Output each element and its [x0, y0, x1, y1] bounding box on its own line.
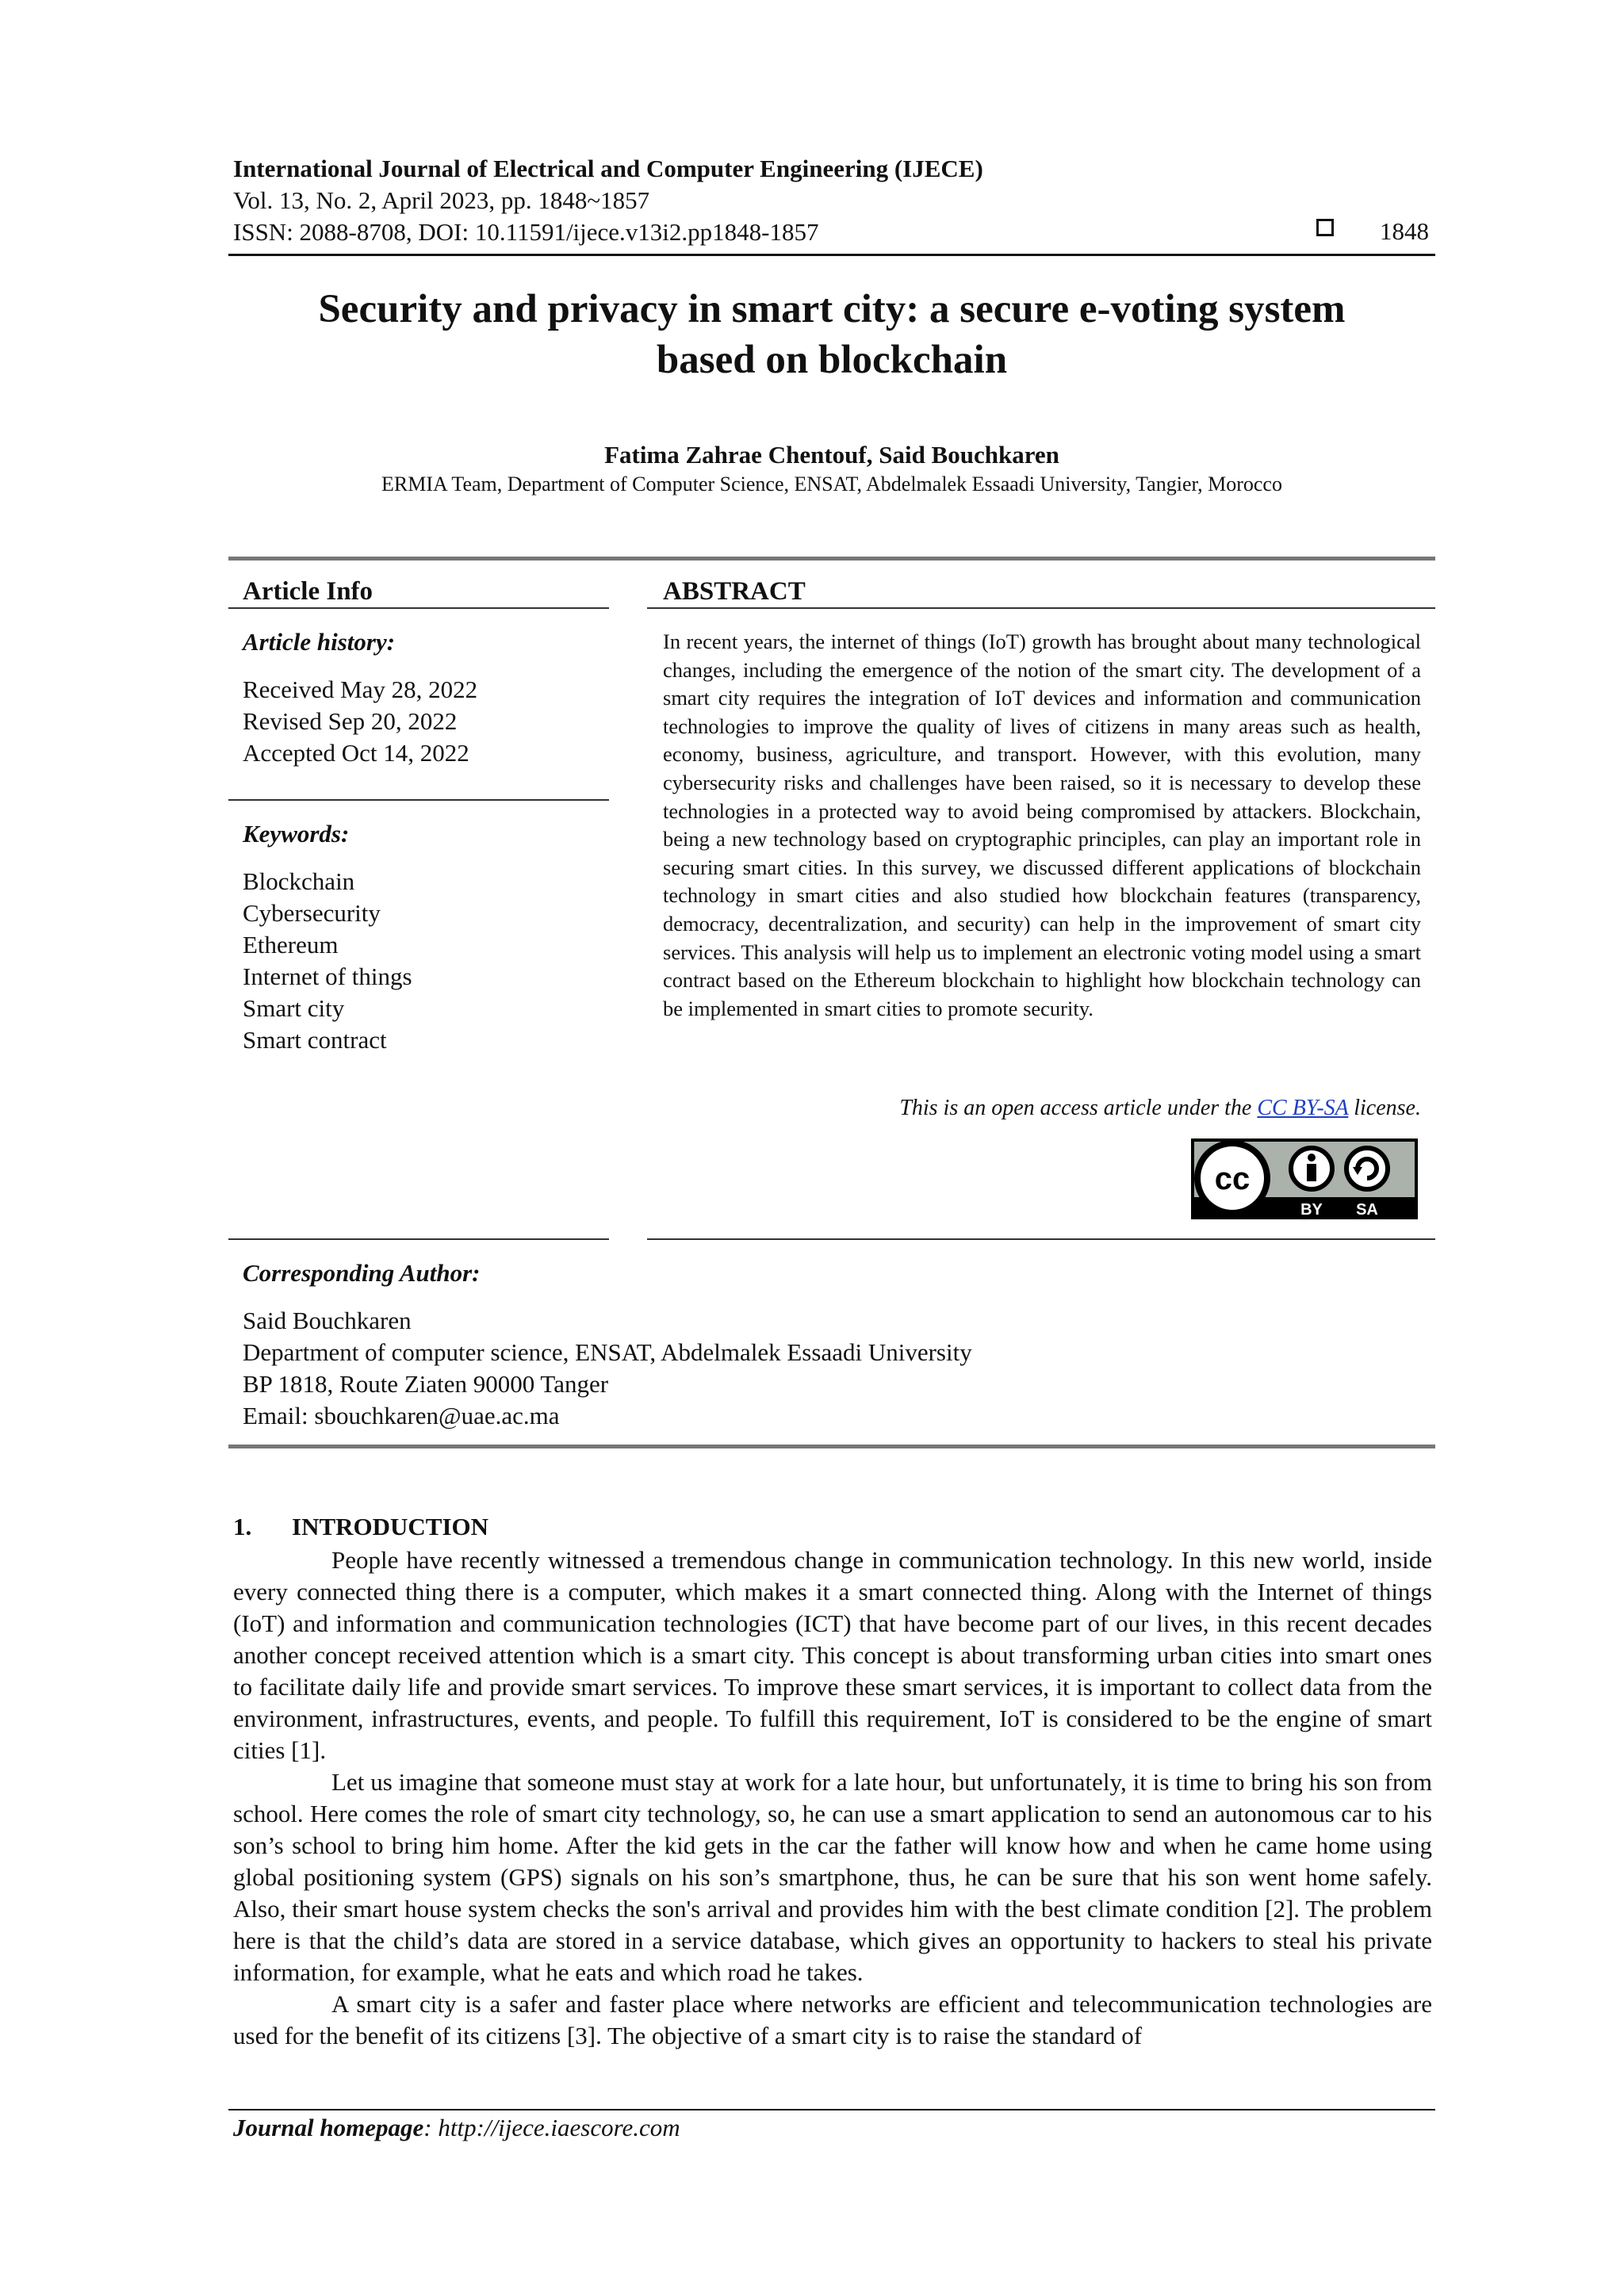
- paragraph: A smart city is a safer and faster place where networks are efficient and telecommunication technologies are used for the benefit of its citizens [3]. The objective of a smart city is to raise the standard of: [233, 1990, 1432, 2049]
- history-accepted: Accepted Oct 14, 2022: [243, 739, 469, 767]
- homepage-url[interactable]: : http://ijece.iaescore.com: [423, 2114, 680, 2141]
- keyword-item: Internet of things: [243, 962, 412, 990]
- license-suffix: license.: [1348, 1096, 1421, 1120]
- section-number: 1.: [233, 1513, 252, 1540]
- journal-homepage: [233, 2114, 680, 2142]
- info-box-top-rule: [228, 557, 1435, 561]
- license-line: [663, 1096, 1421, 1121]
- title-line-2: based on blockchain: [656, 338, 1008, 382]
- abstract-text: In recent years, the internet of things (IoT) growth has brought about many technological changes, including the emergence of the notion of the smart city. The development of a smart city requires the integration of IoT devices and information and communication technologies to improve the quality of lives of citizens in many areas such as health, economy, business, agriculture, and transport. However, with this evolution, many cybersecurity risks and challenges have been raised, so it is necessary to develop these technologies in a protected way to avoid being compromised by attackers. Blockchain, being a new technology based on cryptographic principles, can play an important role in securing smart cities. In this survey, we discussed different applications of blockchain technology in smart cities and also studied how blockchain features (transparency, democracy, decentralization, and security) can help in the improvement of smart city services. This analysis will help us to implement an electronic voting model using a smart contract based on the Ethereum blockchain to highlight how blockchain technology can be implemented in smart cities to promote security.: [663, 629, 1421, 1020]
- keyword-item: Smart city: [243, 994, 345, 1022]
- keyword-item: Blockchain: [243, 867, 355, 895]
- introduction-body: [233, 1544, 1432, 2052]
- corresponding-name: Said Bouchkaren: [243, 1307, 412, 1334]
- header-rule: [228, 254, 1435, 256]
- corresponding-rule-left: [228, 1238, 609, 1240]
- journal-issn: ISSN: 2088-8708, DOI: 10.11591/ijece.v13i2.pp1848-1857: [233, 218, 819, 246]
- license-prefix: This is an open access article under the: [899, 1096, 1258, 1120]
- authors: Fatima Zahrae Chentouf, Said Bouchkaren: [604, 441, 1059, 469]
- corresponding-heading: Corresponding Author:: [243, 1259, 481, 1287]
- article-info-rule: [228, 607, 609, 609]
- journal-volume: Vol. 13, No. 2, April 2023, pp. 1848~1857: [233, 186, 650, 214]
- abstract-body: [663, 628, 1421, 1023]
- badge-by: BY: [1300, 1201, 1323, 1219]
- corresponding-department: Department of computer science, ENSAT, Abdelmalek Essaadi University: [243, 1338, 972, 1366]
- abstract-rule: [647, 607, 1435, 609]
- journal-name: International Journal of Electrical and Computer Engineering (IJECE): [233, 155, 983, 182]
- title-line-1: Security and privacy in smart city: a secure e-voting system: [318, 287, 1346, 331]
- keyword-item: Smart contract: [243, 1026, 387, 1054]
- keyword-item: Ethereum: [243, 931, 339, 959]
- cc-by-sa-badge: [1191, 1138, 1418, 1219]
- corresponding-address: BP 1818, Route Ziaten 90000 Tanger: [243, 1370, 609, 1398]
- info-box-bottom-rule: [228, 1445, 1435, 1448]
- cc-by-sa-link[interactable]: CC BY-SA: [1257, 1096, 1349, 1120]
- square-icon: [1316, 219, 1334, 236]
- keywords-rule: [228, 799, 609, 801]
- section-title: INTRODUCTION: [292, 1513, 489, 1540]
- page-number: 1848: [1380, 217, 1429, 245]
- history-received: Received May 28, 2022: [243, 675, 478, 703]
- affiliation: ERMIA Team, Department of Computer Science, ENSAT, Abdelmalek Essaadi University, Tangier, Morocco: [381, 473, 1282, 496]
- badge-sa: SA: [1356, 1201, 1378, 1219]
- article-info-heading: Article Info: [243, 577, 373, 606]
- svg-text:cc: cc: [1214, 1161, 1251, 1196]
- keywords-heading: Keywords:: [243, 820, 350, 848]
- keyword-item: Cybersecurity: [243, 899, 381, 927]
- corresponding-email[interactable]: Email: sbouchkaren@uae.ac.ma: [243, 1402, 560, 1429]
- corresponding-rule-right: [647, 1238, 1435, 1240]
- section-heading: [233, 1513, 488, 1541]
- abstract-heading: ABSTRACT: [663, 577, 806, 606]
- footer-rule: [228, 2109, 1435, 2110]
- history-revised: Revised Sep 20, 2022: [243, 707, 458, 735]
- history-heading: Article history:: [243, 628, 396, 656]
- paragraph: Let us imagine that someone must stay at work for a late hour, but unfortunately, it is time to bring his son from school. Here comes the role of smart city technology, so, he can use a smart application to send an autonomous car to his son’s school to bring him home. After the kid gets in the car the father will know how and when he came home using global positioning system (GPS) signals on his son’s smartphone, thus, he can be sure that his son went home safely. Also, their smart house system checks the son's arrival and provides him with the best climate condition [2]. The problem here is that the child’s data are stored in a service database, which gives an opportunity to hackers to steal his private information, for example, what he eats and which road he takes.: [233, 1768, 1432, 1986]
- paragraph: People have recently witnessed a tremendous change in communication technology. In this new world, inside every connected thing there is a computer, which makes it a smart connected thing. Along with the Internet of things (IoT) and information and communication technologies (ICT) that have become part of our lives, in this recent decades another concept received attention which is a smart city. This concept is about transforming urban cities into smart ones to facilitate daily life and provide smart services. To improve these smart services, it is important to collect data from the environment, infrastructures, events, and people. To fulfill this requirement, IoT is considered to be the engine of smart cities [1].: [233, 1546, 1432, 1764]
- paper-title: [228, 284, 1435, 385]
- homepage-label: Journal homepage: [233, 2114, 424, 2141]
